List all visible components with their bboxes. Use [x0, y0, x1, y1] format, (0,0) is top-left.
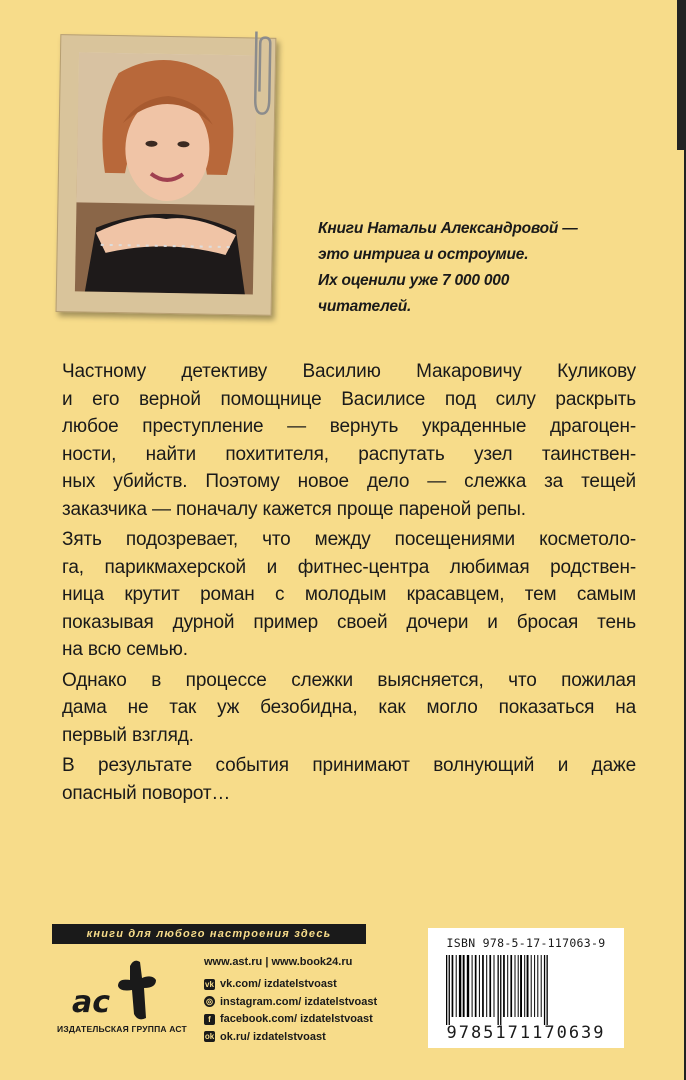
barcode-bar: [510, 955, 512, 1017]
description-paragraph: [62, 526, 636, 664]
text-line: га, парикмахерской и фитнес-центра любимая родствен-: [62, 556, 636, 578]
barcode-bar: [520, 955, 522, 1017]
barcode-bar: [489, 955, 491, 1017]
social-link-text: facebook.com/ izdatelstvoast: [220, 1013, 373, 1025]
text-line: и его верной помощнице Василисе под силу раскрыть: [62, 388, 636, 410]
barcode-digits: 9785171170639: [446, 1023, 606, 1043]
tagline-banner: книги для любого настроения здесь: [52, 924, 366, 944]
barcode-bar: [531, 955, 532, 1017]
barcode-bar: [452, 955, 454, 1017]
barcode-bar: [446, 955, 447, 1025]
barcode-bar: [534, 955, 535, 1017]
text-line: В результате события принимают волнующий и даже: [62, 755, 636, 776]
text-line: показывая дурной пример своей дочери и бросая тень: [62, 611, 636, 633]
barcode-bar: [494, 955, 495, 1017]
text-line: первый взгляд.: [62, 724, 194, 746]
author-portrait-image: [75, 52, 257, 294]
barcode-bar: [463, 955, 465, 1017]
svg-text:ac: ac: [72, 985, 111, 1020]
paperclip-icon: [247, 29, 275, 119]
barcode-bar: [449, 955, 450, 1025]
text-line: заказчика — поначалу кажется проще пареной репы.: [62, 498, 526, 520]
barcode-bar: [507, 955, 508, 1017]
quote-line: читателей.: [318, 298, 412, 315]
barcode-bar: [503, 955, 505, 1017]
book-description: [62, 358, 636, 810]
barcode-panel: [428, 928, 624, 1048]
barcode-bar: [547, 955, 548, 1025]
text-line: ности, найти похитителя, распутать узел таинствен-: [62, 443, 636, 465]
barcode-bar: [482, 955, 484, 1017]
isbn-label: ISBN 978-5-17-117063-9: [446, 936, 606, 950]
barcode-bar: [475, 955, 477, 1017]
text-line: ница крутит роман с молодым красавцем, тем самым: [62, 584, 636, 605]
facebook-icon: f: [204, 1014, 215, 1025]
barcode-bar: [500, 955, 501, 1025]
social-link-text: vk.com/ izdatelstvoast: [220, 978, 337, 990]
barcode-bar: [486, 955, 487, 1017]
text-line: на всю семью.: [62, 639, 188, 660]
barcode-bar: [479, 955, 480, 1017]
quote-line: Их оценили уже 7 000 000: [318, 272, 510, 289]
barcode-bar: [498, 955, 499, 1025]
quote-line: это интрига и остроумие.: [318, 246, 529, 263]
barcode-bar: [472, 955, 473, 1017]
social-link-facebook[interactable]: [204, 1011, 377, 1027]
instagram-icon: ◎: [204, 996, 215, 1007]
barcode-bar: [537, 955, 538, 1017]
description-paragraph: [62, 667, 636, 750]
text-line: Зять подозревает, что между посещениями косметоло-: [62, 529, 636, 550]
barcode-bars: [444, 955, 614, 1025]
barcode-bar: [524, 955, 525, 1017]
social-link-instagram[interactable]: [204, 994, 377, 1010]
social-links: [204, 976, 377, 1046]
odnoklassniki-icon: ok: [204, 1032, 215, 1041]
text-line: Однако в процессе слежки выясняется, что пожилая: [62, 669, 636, 691]
text-line: опасный поворот…: [62, 782, 231, 804]
description-paragraph: [62, 358, 636, 523]
publisher-websites[interactable]: www.ast.ru | www.book24.ru: [204, 956, 353, 968]
description-paragraph: [62, 752, 636, 807]
social-link-text: ok.ru/ izdatelstvoast: [220, 1030, 326, 1043]
publisher-caption: ИЗДАТЕЛЬСКАЯ ГРУППА АСТ: [57, 1024, 187, 1034]
vk-icon: vk: [205, 979, 214, 989]
social-link-odnoklassniki[interactable]: [204, 1029, 377, 1045]
text-line: любое преступление — вернуть украденные драгоцен-: [62, 416, 636, 437]
author-photo: [56, 26, 283, 317]
social-link-text: instagram.com/ izdatelstvoast: [220, 995, 378, 1008]
social-link-vk[interactable]: [204, 976, 377, 992]
barcode-bar: [518, 955, 519, 1017]
barcode-bar: [456, 955, 457, 1017]
quote-line: Книги Натальи Александровой —: [318, 220, 578, 237]
barcode-bar: [459, 955, 461, 1017]
author-quote: [318, 216, 658, 320]
text-line: Частному детективу Василию Макаровичу Куликову: [62, 361, 636, 382]
photo-frame: [56, 34, 277, 316]
barcode-bar: [515, 955, 516, 1017]
barcode-bar: [527, 955, 529, 1017]
text-line: ных убийств. Поэтому новое дело — слежка за тещей: [62, 471, 636, 492]
barcode-bar: [544, 955, 545, 1025]
barcode-bar: [467, 955, 469, 1017]
text-line: дама не так уж безобидна, как могло показаться на: [62, 697, 636, 718]
barcode-bar: [541, 955, 542, 1017]
